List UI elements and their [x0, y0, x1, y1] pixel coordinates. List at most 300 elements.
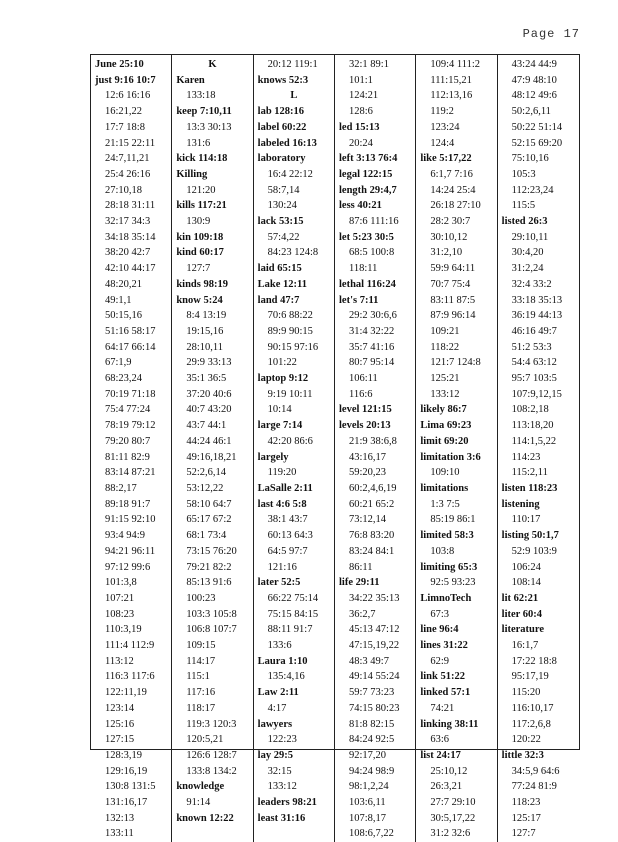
index-entry-ref: 30:4,20: [511, 247, 544, 259]
index-entry-ref: 81:8 82:15: [349, 718, 395, 730]
index-entry-ref: 116:6: [349, 388, 373, 400]
index-entry-ref: 77:24 81:9: [511, 781, 557, 793]
index-entry-ref: 48:3 49:7: [349, 655, 389, 667]
index-entry-ref: 48:20,21: [105, 278, 143, 290]
index-entry-term: kick 114:18: [176, 153, 228, 165]
index-entry-ref: 16:21,22: [105, 106, 143, 118]
index-entry-term: lab 128:16: [257, 106, 305, 118]
index-entry-ref: 118:17: [186, 702, 216, 714]
index-entry-ref: 121:7 124:8: [430, 357, 481, 369]
index-entry-term: largely: [257, 451, 289, 463]
index-entry-ref: 130:9: [186, 216, 211, 228]
index-entry-ref: 67:1,9: [105, 357, 132, 369]
index-entry-ref: 117:2,6,8: [511, 718, 551, 730]
index-entry-term: Karen: [176, 74, 205, 86]
index-entry-ref: 42:10 44:17: [105, 263, 156, 275]
index-entry-ref: 43:7 44:1: [186, 420, 227, 432]
index-entry-ref: 28:10,11: [186, 341, 223, 353]
index-entry-ref: 30:5,17,22: [430, 812, 476, 824]
index-entry-ref: 26:18 27:10: [430, 200, 481, 212]
index-entry-ref: 79:20 80:7: [105, 435, 151, 447]
index-entry-term: later 52:5: [257, 577, 301, 589]
index-entry-ref: 51:16 58:17: [105, 325, 156, 337]
index-entry-ref: 25:10,12: [430, 765, 468, 777]
index-entry-ref: 74:21: [430, 702, 455, 714]
index-entry-ref: 49:14 55:24: [349, 671, 400, 683]
index-entry-ref: 109:21: [430, 325, 460, 337]
index-entry-term: lines 31:22: [420, 640, 468, 652]
index-entry-ref: 131:6: [186, 137, 211, 149]
index-entry-ref: 125:17: [511, 812, 541, 824]
index-entry-term: list 24:17: [420, 749, 461, 761]
index-entry-ref: 31:2,10: [430, 247, 463, 259]
index-entry-ref: 122:23: [267, 734, 297, 746]
index-entry-ref: 81:11 82:9: [105, 451, 150, 463]
index-entry-ref: 60:21 65:2: [349, 498, 395, 510]
index-entry-ref: 63:6: [430, 734, 449, 746]
index-entry-ref: 92:17,20: [349, 749, 387, 761]
index-entry-ref: 26:3,21: [430, 781, 463, 793]
index-entry-ref: 48:12 49:6: [511, 90, 557, 102]
index-entry-ref: 108:14: [511, 577, 541, 589]
index-entry-term: knowledge: [176, 781, 225, 793]
index-entry-term: Killing: [176, 168, 208, 180]
index-entry-ref: 58:10 64:7: [186, 498, 232, 510]
index-entry-ref: 108:2,18: [511, 404, 549, 416]
index-entry-term: just 9:16 10:7: [95, 74, 156, 86]
index-entry-term: level 121:15: [339, 404, 392, 416]
index-entry-ref: 9:19 10:11: [267, 388, 313, 400]
index-entry-term: laptop 9:12: [257, 373, 309, 385]
index-entry-ref: 115:5: [511, 200, 536, 212]
index-entry-term: lay 29:5: [257, 749, 293, 761]
index-entry-ref: 75:4 77:24: [105, 404, 151, 416]
index-entry-ref: 17:7 18:8: [105, 121, 145, 133]
index-entry-term: land 47:7: [257, 294, 300, 306]
index-entry-ref: 28:2 30:7: [430, 216, 471, 228]
index-entry-ref: 125:16: [105, 718, 135, 730]
index-entry-ref: 31:2,24: [511, 263, 544, 275]
index-entry-ref: 107:21: [105, 592, 135, 604]
index-entry-term: keep 7:10,11: [176, 106, 232, 118]
index-entry-ref: 19:15,16: [186, 325, 224, 337]
index-entry-ref: 132:13: [105, 812, 135, 824]
index-entry-term: line 96:4: [420, 624, 459, 636]
index-entry-ref: 68:5 100:8: [349, 247, 395, 259]
index-entry-ref: 127:15: [105, 734, 135, 746]
index-entry-term: link 51:22: [420, 671, 465, 683]
index-entry-term: LimnoTech: [420, 592, 472, 604]
index-entry-ref: 58:7,14: [267, 184, 300, 196]
index-entry-ref: 64:17 66:14: [105, 341, 156, 353]
index-entry-term: laboratory: [257, 153, 306, 165]
index-entry-term: length 29:4,7: [339, 184, 397, 196]
index-entry-ref: 10:14: [267, 404, 292, 416]
index-entry-term: kin 109:18: [176, 231, 224, 243]
index-entry-term: listed 26:3: [501, 216, 548, 228]
index-entry-ref: 120:22: [511, 734, 541, 746]
index-entry-ref: 133:18: [186, 90, 216, 102]
index-entry-ref: 122:11,19: [105, 687, 147, 699]
index-entry-ref: 59:9 64:11: [430, 263, 476, 275]
index-entry-ref: 53:12,22: [186, 482, 224, 494]
index-column: [254, 55, 335, 842]
index-entry-ref: 50:15,16: [105, 310, 143, 322]
index-entry-term: know 5:24: [176, 294, 223, 306]
index-entry-term: let's 7:11: [339, 294, 379, 306]
index-entry-term: led 15:13: [339, 121, 380, 133]
index-entry-ref: 92:5 93:23: [430, 577, 476, 589]
index-entry-ref: 110:17: [511, 514, 541, 526]
index-entry-ref: 91:14: [186, 797, 211, 809]
index-entry-ref: 118:22: [430, 341, 460, 353]
index-entry-ref: 38:20 42:7: [105, 247, 151, 259]
index-entry-ref: 20:24: [349, 137, 373, 149]
index-entry-ref: 50:2,6,11: [511, 106, 551, 118]
index-entry-term: Lake 12:11: [257, 278, 307, 290]
index-entry-ref: 8:4 13:19: [186, 310, 227, 322]
index-entry-ref: 113:12: [105, 655, 134, 667]
index-entry-ref: 35:7 41:16: [349, 341, 395, 353]
index-entry-ref: 106:24: [511, 561, 541, 573]
section-letter: L: [290, 90, 298, 102]
index-entry-ref: 114:23: [511, 451, 541, 463]
index-entry-ref: 115:2,11: [511, 467, 548, 479]
index-entry-ref: 108:23: [105, 608, 135, 620]
index-column: [416, 55, 497, 842]
index-entry-ref: 125:21: [430, 373, 460, 385]
index-entry-ref: 128:6: [349, 106, 373, 118]
index-entry-ref: 66:22 75:14: [267, 592, 319, 604]
index-entry-ref: 49:1,1: [105, 294, 132, 306]
index-entry-ref: 13:3 30:13: [186, 121, 232, 133]
index-entry-ref: 121:16: [267, 561, 297, 573]
index-entry-term: limited 58:3: [420, 530, 474, 542]
index-entry-ref: 70:6 88:22: [267, 310, 313, 322]
index-entry-ref: 112:23,24: [511, 184, 554, 196]
index-entry-ref: 105:3: [511, 168, 536, 180]
index-entry-term: linking 38:11: [420, 718, 479, 730]
index-entry-ref: 86:11: [349, 561, 373, 573]
index-entry-ref: 28:18 31:11: [105, 200, 156, 212]
index-entry-ref: 133:6: [267, 640, 292, 652]
index-entry-term: lit 62:21: [501, 592, 539, 604]
index-entry-ref: 116:3 117:6: [105, 671, 155, 683]
index-entry-term: leaders 98:21: [257, 797, 317, 809]
index-entry-ref: 80:7 95:14: [349, 357, 395, 369]
index-entry-ref: 85:19 86:1: [430, 514, 476, 526]
index-entry-ref: 84:23 124:8: [267, 247, 319, 259]
index-entry-ref: 100:23: [186, 592, 216, 604]
index-entry-term: knows 52:3: [257, 74, 309, 86]
index-entry-ref: 115:20: [511, 687, 541, 699]
index-entry-term: lack 53:15: [257, 216, 304, 228]
index-entry-ref: 65:17 67:2: [186, 514, 232, 526]
index-entry-ref: 130:8 131:5: [105, 781, 156, 793]
index-entry-ref: 25:4 26:16: [105, 168, 151, 180]
index-entry-ref: 106:8 107:7: [186, 624, 237, 636]
index-entry-ref: 90:15 97:16: [267, 341, 319, 353]
index-entry-ref: 97:12 99:6: [105, 561, 151, 573]
index-entry-ref: 50:22 51:14: [511, 121, 563, 133]
index-entry-ref: 115:1: [186, 671, 210, 683]
index-entry-ref: 94:21 96:11: [105, 545, 156, 557]
index-entry-ref: 44:24 46:1: [186, 435, 232, 447]
index-entry-term: life 29:11: [339, 577, 380, 589]
index-entry-ref: 73:12,14: [349, 514, 387, 526]
index-entry-ref: 46:16 49:7: [511, 325, 557, 337]
index-entry-ref: 16:1,7: [511, 640, 539, 652]
index-entry-term: let 5:23 30:5: [339, 231, 394, 243]
index-entry-ref: 29:2 30:6,6: [349, 310, 397, 322]
index-entry-ref: 95:7 103:5: [511, 373, 557, 385]
index-entry-term: listening: [501, 498, 540, 510]
index-entry-term: linked 57:1: [420, 687, 471, 699]
index-entry-ref: 43:16,17: [349, 451, 387, 463]
index-entry-term: June 25:10: [95, 59, 144, 70]
index-entry-ref: 52:15 69:20: [511, 137, 563, 149]
index-entry-ref: 130:24: [267, 200, 297, 212]
index-entry-ref: 91:15 92:10: [105, 514, 156, 526]
index-entry-term: liter 60:4: [501, 608, 542, 620]
index-column: [172, 55, 253, 842]
index-entry-ref: 89:18 91:7: [105, 498, 151, 510]
index-entry-term: less 40:21: [339, 200, 382, 212]
index-entry-ref: 59:7 73:23: [349, 687, 395, 699]
index-entry-ref: 110:3,19: [105, 624, 142, 636]
index-entry-ref: 103:6,11: [349, 797, 386, 809]
index-entry-ref: 76:8 83:20: [349, 530, 395, 542]
index-entry-term: known 12:22: [176, 812, 234, 824]
index-entry-ref: 52:9 103:9: [511, 545, 557, 557]
index-entry-ref: 103:3 105:8: [186, 608, 237, 620]
index-entry-ref: 88:2,17: [105, 482, 137, 494]
index-entry-ref: 112:13,16: [430, 90, 473, 102]
index-entry-ref: 109:4 111:2: [430, 59, 481, 70]
index-entry-ref: 118:23: [511, 797, 541, 809]
index-entry-ref: 107:8,17: [349, 812, 387, 824]
index-entry-ref: 60:2,4,6,19: [349, 482, 397, 494]
index-entry-ref: 29:10,11: [511, 231, 549, 243]
index-entry-ref: 101:3,8: [105, 577, 137, 589]
index-entry-ref: 127:7: [511, 828, 536, 840]
index-entry-ref: 94:24 98:9: [349, 765, 395, 777]
index-entry-term: large 7:14: [257, 420, 303, 432]
index-entry-ref: 129:16,19: [105, 765, 148, 777]
index-entry-ref: 27:10,18: [105, 184, 143, 196]
index-entry-ref: 59:20,23: [349, 467, 387, 479]
index-entry-ref: 67:3: [430, 608, 449, 620]
index-entry-ref: 20:12 119:1: [267, 59, 318, 70]
index-entry-term: little 32:3: [501, 749, 544, 761]
index-entry-ref: 47:15,19,22: [349, 640, 400, 652]
index-entry-ref: 54:4 63:12: [511, 357, 557, 369]
index-entry-ref: 117:16: [186, 687, 216, 699]
index-entry-ref: 73:15 76:20: [186, 545, 237, 557]
index-entry-ref: 119:20: [267, 467, 297, 479]
index-entry-ref: 128:3,19: [105, 749, 143, 761]
index-entry-ref: 79:21 82:2: [186, 561, 232, 573]
index-entry-ref: 89:9 90:15: [267, 325, 313, 337]
index-entry-ref: 123:24: [430, 121, 460, 133]
index-entry-ref: 40:7 43:20: [186, 404, 232, 416]
index-entry-ref: 127:7: [186, 263, 211, 275]
index-entry-ref: 45:13 47:12: [349, 624, 400, 636]
index-entry-ref: 14:24 25:4: [430, 184, 476, 196]
index-entry-ref: 49:16,18,21: [186, 451, 237, 463]
index-entry-term: label 60:22: [257, 121, 307, 133]
index-entry-ref: 101:22: [267, 357, 297, 369]
index-entry-ref: 111:15,21: [430, 74, 472, 86]
index-entry-ref: 83:24 84:1: [349, 545, 395, 557]
index-entry-ref: 87:9 96:14: [430, 310, 476, 322]
index-entry-term: limiting 65:3: [420, 561, 478, 573]
index-entry-ref: 133:12: [267, 781, 297, 793]
index-entry-term: Law 2:11: [257, 687, 299, 699]
index-entry-ref: 108:6,7,22: [349, 828, 394, 840]
index-entry-ref: 124:4: [430, 137, 455, 149]
index-entry-ref: 32:17 34:3: [105, 216, 151, 228]
index-entry-term: likely 86:7: [420, 404, 467, 416]
index-entry-ref: 57:4,22: [267, 231, 300, 243]
index-entry-ref: 37:20 40:6: [186, 388, 232, 400]
index-entry-ref: 75:10,16: [511, 153, 549, 165]
index-entry-ref: 98:1,2,24: [349, 781, 389, 793]
index-entry-ref: 31:2 32:6: [430, 828, 471, 840]
page-number: Page 17: [522, 27, 580, 41]
index-entry-term: left 3:13 76:4: [339, 153, 398, 165]
index-table: [90, 54, 580, 840]
index-entry-term: laid 65:15: [257, 263, 302, 275]
index-entry-term: like 5:17,22: [420, 153, 472, 165]
index-entry-ref: 21:15 22:11: [105, 137, 156, 149]
index-entry-ref: 32:4 33:2: [511, 278, 552, 290]
index-entry-ref: 36:2,7: [349, 608, 376, 620]
index-entry-ref: 32:1 89:1: [349, 59, 389, 70]
index-entry-ref: 62:9: [430, 655, 449, 667]
index-entry-ref: 83:14 87:21: [105, 467, 156, 479]
index-entry-ref: 107:9,12,15: [511, 388, 562, 400]
index-entry-ref: 131:16,17: [105, 797, 148, 809]
index-entry-term: lethal 116:24: [339, 278, 396, 290]
index-entry-ref: 34:18 35:14: [105, 231, 156, 243]
index-entry-ref: 51:2 53:3: [511, 341, 552, 353]
index-entry-ref: 119:3 120:3: [186, 718, 237, 730]
index-entry-term: limitation 3:6: [420, 451, 481, 463]
index-entry-ref: 74:15 80:23: [349, 702, 400, 714]
index-entry-ref: 101:1: [349, 74, 373, 86]
index-entry-ref: 103:8: [430, 545, 455, 557]
index-entry-ref: 21:9 38:6,8: [349, 435, 397, 447]
index-entry-ref: 52:2,6,14: [186, 467, 226, 479]
index-entry-ref: 120:5,21: [186, 734, 224, 746]
index-entry-ref: 84:24 92:5: [349, 734, 395, 746]
index-entry-ref: 31:4 32:22: [349, 325, 395, 337]
index-entry-ref: 4:17: [267, 702, 287, 714]
index-entry-ref: 27:7 29:10: [430, 797, 476, 809]
index-entry-ref: 111:4 112:9: [105, 640, 155, 652]
index-entry-ref: 121:20: [186, 184, 216, 196]
index-entry-ref: 47:9 48:10: [511, 74, 557, 86]
index-entry-ref: 33:18 35:13: [511, 294, 563, 306]
index-entry-ref: 109:10: [430, 467, 460, 479]
index-entry-ref: 78:19 79:12: [105, 420, 156, 432]
index-entry-term: literature: [501, 624, 545, 636]
index-entry-ref: 70:19 71:18: [105, 388, 156, 400]
index-entry-term: listen 118:23: [501, 482, 558, 494]
index-entry-ref: 93:4 94:9: [105, 530, 145, 542]
index-entry-ref: 135:4,16: [267, 671, 305, 683]
index-entry-ref: 126:6 128:7: [186, 749, 237, 761]
index-entry-ref: 116:10,17: [511, 702, 554, 714]
index-entry-ref: 29:9 33:13: [186, 357, 232, 369]
index-entry-ref: 133:11: [105, 828, 134, 840]
index-entry-ref: 123:14: [105, 702, 135, 714]
index-entry-ref: 118:11: [349, 263, 378, 275]
index-entry-ref: 124:21: [349, 90, 379, 102]
index-entry-term: LaSalle 2:11: [257, 482, 313, 494]
index-entry-ref: 70:7 75:4: [430, 278, 471, 290]
index-entry-ref: 34:22 35:13: [349, 592, 400, 604]
index-entry-ref: 95:17,19: [511, 671, 549, 683]
index-entry-term: labeled 16:13: [257, 137, 317, 149]
index-entry-ref: 32:15: [267, 765, 292, 777]
index-entry-term: limit 69:20: [420, 435, 469, 447]
index-entry-ref: 87:6 111:16: [349, 216, 399, 228]
index-entry-ref: 133:8 134:2: [186, 765, 237, 777]
index-column: [91, 55, 172, 842]
index-entry-ref: 88:11 91:7: [267, 624, 313, 636]
index-entry-ref: 133:12: [430, 388, 460, 400]
index-entry-term: Laura 1:10: [257, 655, 308, 667]
index-entry-ref: 68:23,24: [105, 373, 143, 385]
index-entry-ref: 119:2: [430, 106, 454, 118]
index-entry-ref: 12:6 16:16: [105, 90, 151, 102]
index-entry-ref: 83:11 87:5: [430, 294, 476, 306]
index-entry-term: levels 20:13: [339, 420, 391, 432]
index-entry-term: Lima 69:23: [420, 420, 472, 432]
index-entry-ref: 17:22 18:8: [511, 655, 557, 667]
index-entry-ref: 1:3 7:5: [430, 498, 460, 510]
index-entry-ref: 75:15 84:15: [267, 608, 319, 620]
index-entry-ref: 42:20 86:6: [267, 435, 313, 447]
index-entry-ref: 114:17: [186, 655, 216, 667]
index-column: [498, 55, 579, 842]
index-entry-ref: 30:10,12: [430, 231, 468, 243]
index-entry-ref: 35:1 36:5: [186, 373, 227, 385]
index-entry-term: listing 50:1,7: [501, 530, 559, 542]
index-entry-ref: 114:1,5,22: [511, 435, 557, 447]
index-entry-term: kinds 98:19: [176, 278, 228, 290]
index-entry-term: legal 122:15: [339, 168, 393, 180]
index-entry-ref: 16:4 22:12: [267, 168, 313, 180]
index-entry-ref: 36:19 44:13: [511, 310, 563, 322]
index-entry-ref: 6:1,7 7:16: [430, 168, 473, 180]
index-entry-term: kind 60:17: [176, 247, 224, 259]
index-entry-ref: 109:15: [186, 640, 216, 652]
index-entry-term: limitations: [420, 482, 469, 494]
index-entry-ref: 68:1 73:4: [186, 530, 227, 542]
index-entry-ref: 60:13 64:3: [267, 530, 313, 542]
index-column: [335, 55, 416, 842]
index-entry-ref: 38:1 43:7: [267, 514, 308, 526]
index-entry-ref: 85:13 91:6: [186, 577, 232, 589]
index-entry-ref: 113:18,20: [511, 420, 554, 432]
index-entry-ref: 43:24 44:9: [511, 59, 557, 70]
index-entry-ref: 106:11: [349, 373, 378, 385]
index-entry-ref: 34:5,9 64:6: [511, 765, 560, 777]
index-entry-term: lawyers: [257, 718, 293, 730]
